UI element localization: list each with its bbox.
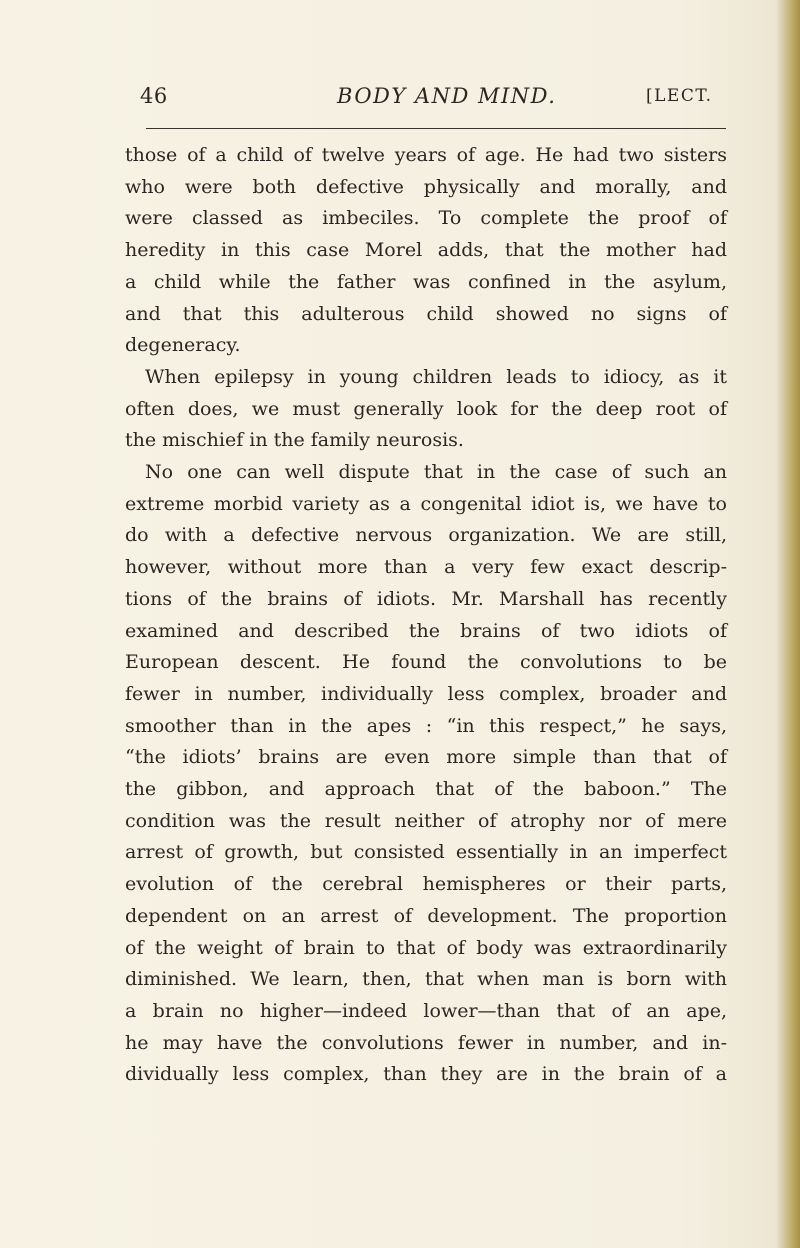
page-edge bbox=[782, 0, 800, 1248]
text-line: tions of the brains of idiots. Mr. Marshall has recently bbox=[125, 587, 727, 610]
text-line: No one can well dispute that in the case of such an bbox=[145, 461, 727, 484]
text-line: those of a child of twelve years of age. He had two sisters bbox=[125, 144, 727, 166]
text-line: European descent. He found the convolutions to be bbox=[125, 651, 727, 674]
text-line: condition was the result neither of atrophy nor of mere bbox=[125, 809, 727, 832]
running-title: BODY AND MIND. bbox=[337, 84, 557, 108]
text-line: examined and described the brains of two idiots of bbox=[125, 619, 727, 642]
text-line: however, without more than a very few exact descrip- bbox=[125, 556, 727, 579]
body-text bbox=[125, 140, 727, 1091]
text-line: fewer in number, individually less complex, broader and bbox=[125, 682, 727, 705]
text-line: he may have the convolutions fewer in number, and in- bbox=[125, 1031, 727, 1054]
text-line: often does, we must generally look for the deep root of bbox=[125, 397, 727, 420]
text-line: arrest of growth, but consisted essentially in an imperfect bbox=[125, 841, 727, 864]
text-line: a brain no higher—indeed lower—than that of an ape, bbox=[125, 999, 727, 1022]
text-line: the mischief in the family neurosis. bbox=[125, 429, 464, 452]
section-label: [LECT. bbox=[646, 86, 713, 106]
text-line: extreme morbid variety as a congenital idiot is, we have to bbox=[125, 492, 727, 515]
text-line: evolution of the cerebral hemispheres or their parts, bbox=[125, 873, 727, 896]
text-line: of the weight of brain to that of body was extraordinarily bbox=[125, 936, 727, 959]
page-number: 46 bbox=[140, 84, 168, 108]
text-line: diminished. We learn, then, that when man is born with bbox=[125, 968, 727, 991]
text-line: and that this adulterous child showed no signs of bbox=[125, 302, 727, 325]
text-line: smoother than in the apes : “in this respect,” he says, bbox=[125, 714, 727, 737]
text-line: heredity in this case Morel adds, that the mother had bbox=[125, 239, 727, 262]
text-line: who were both defective physically and morally, and bbox=[125, 175, 727, 198]
text-line: dividually less complex, than they are in the brain of a bbox=[125, 1063, 727, 1086]
header-rule bbox=[146, 128, 726, 129]
text-line: do with a defective nervous organization. We are still, bbox=[125, 524, 727, 547]
text-line: “the idiots’ brains are even more simple than that of bbox=[125, 746, 727, 769]
text-line: were classed as imbeciles. To complete the proof of bbox=[125, 207, 727, 230]
text-line: When epilepsy in young children leads to idiocy, as it bbox=[145, 365, 727, 388]
text-line: degeneracy. bbox=[125, 334, 241, 357]
running-header bbox=[124, 84, 744, 114]
text-line: a child while the father was confined in the asylum, bbox=[125, 270, 727, 293]
text-line: the gibbon, and approach that of the baboon.” The bbox=[125, 778, 727, 801]
text-line: dependent on an arrest of development. The proportion bbox=[125, 904, 727, 927]
